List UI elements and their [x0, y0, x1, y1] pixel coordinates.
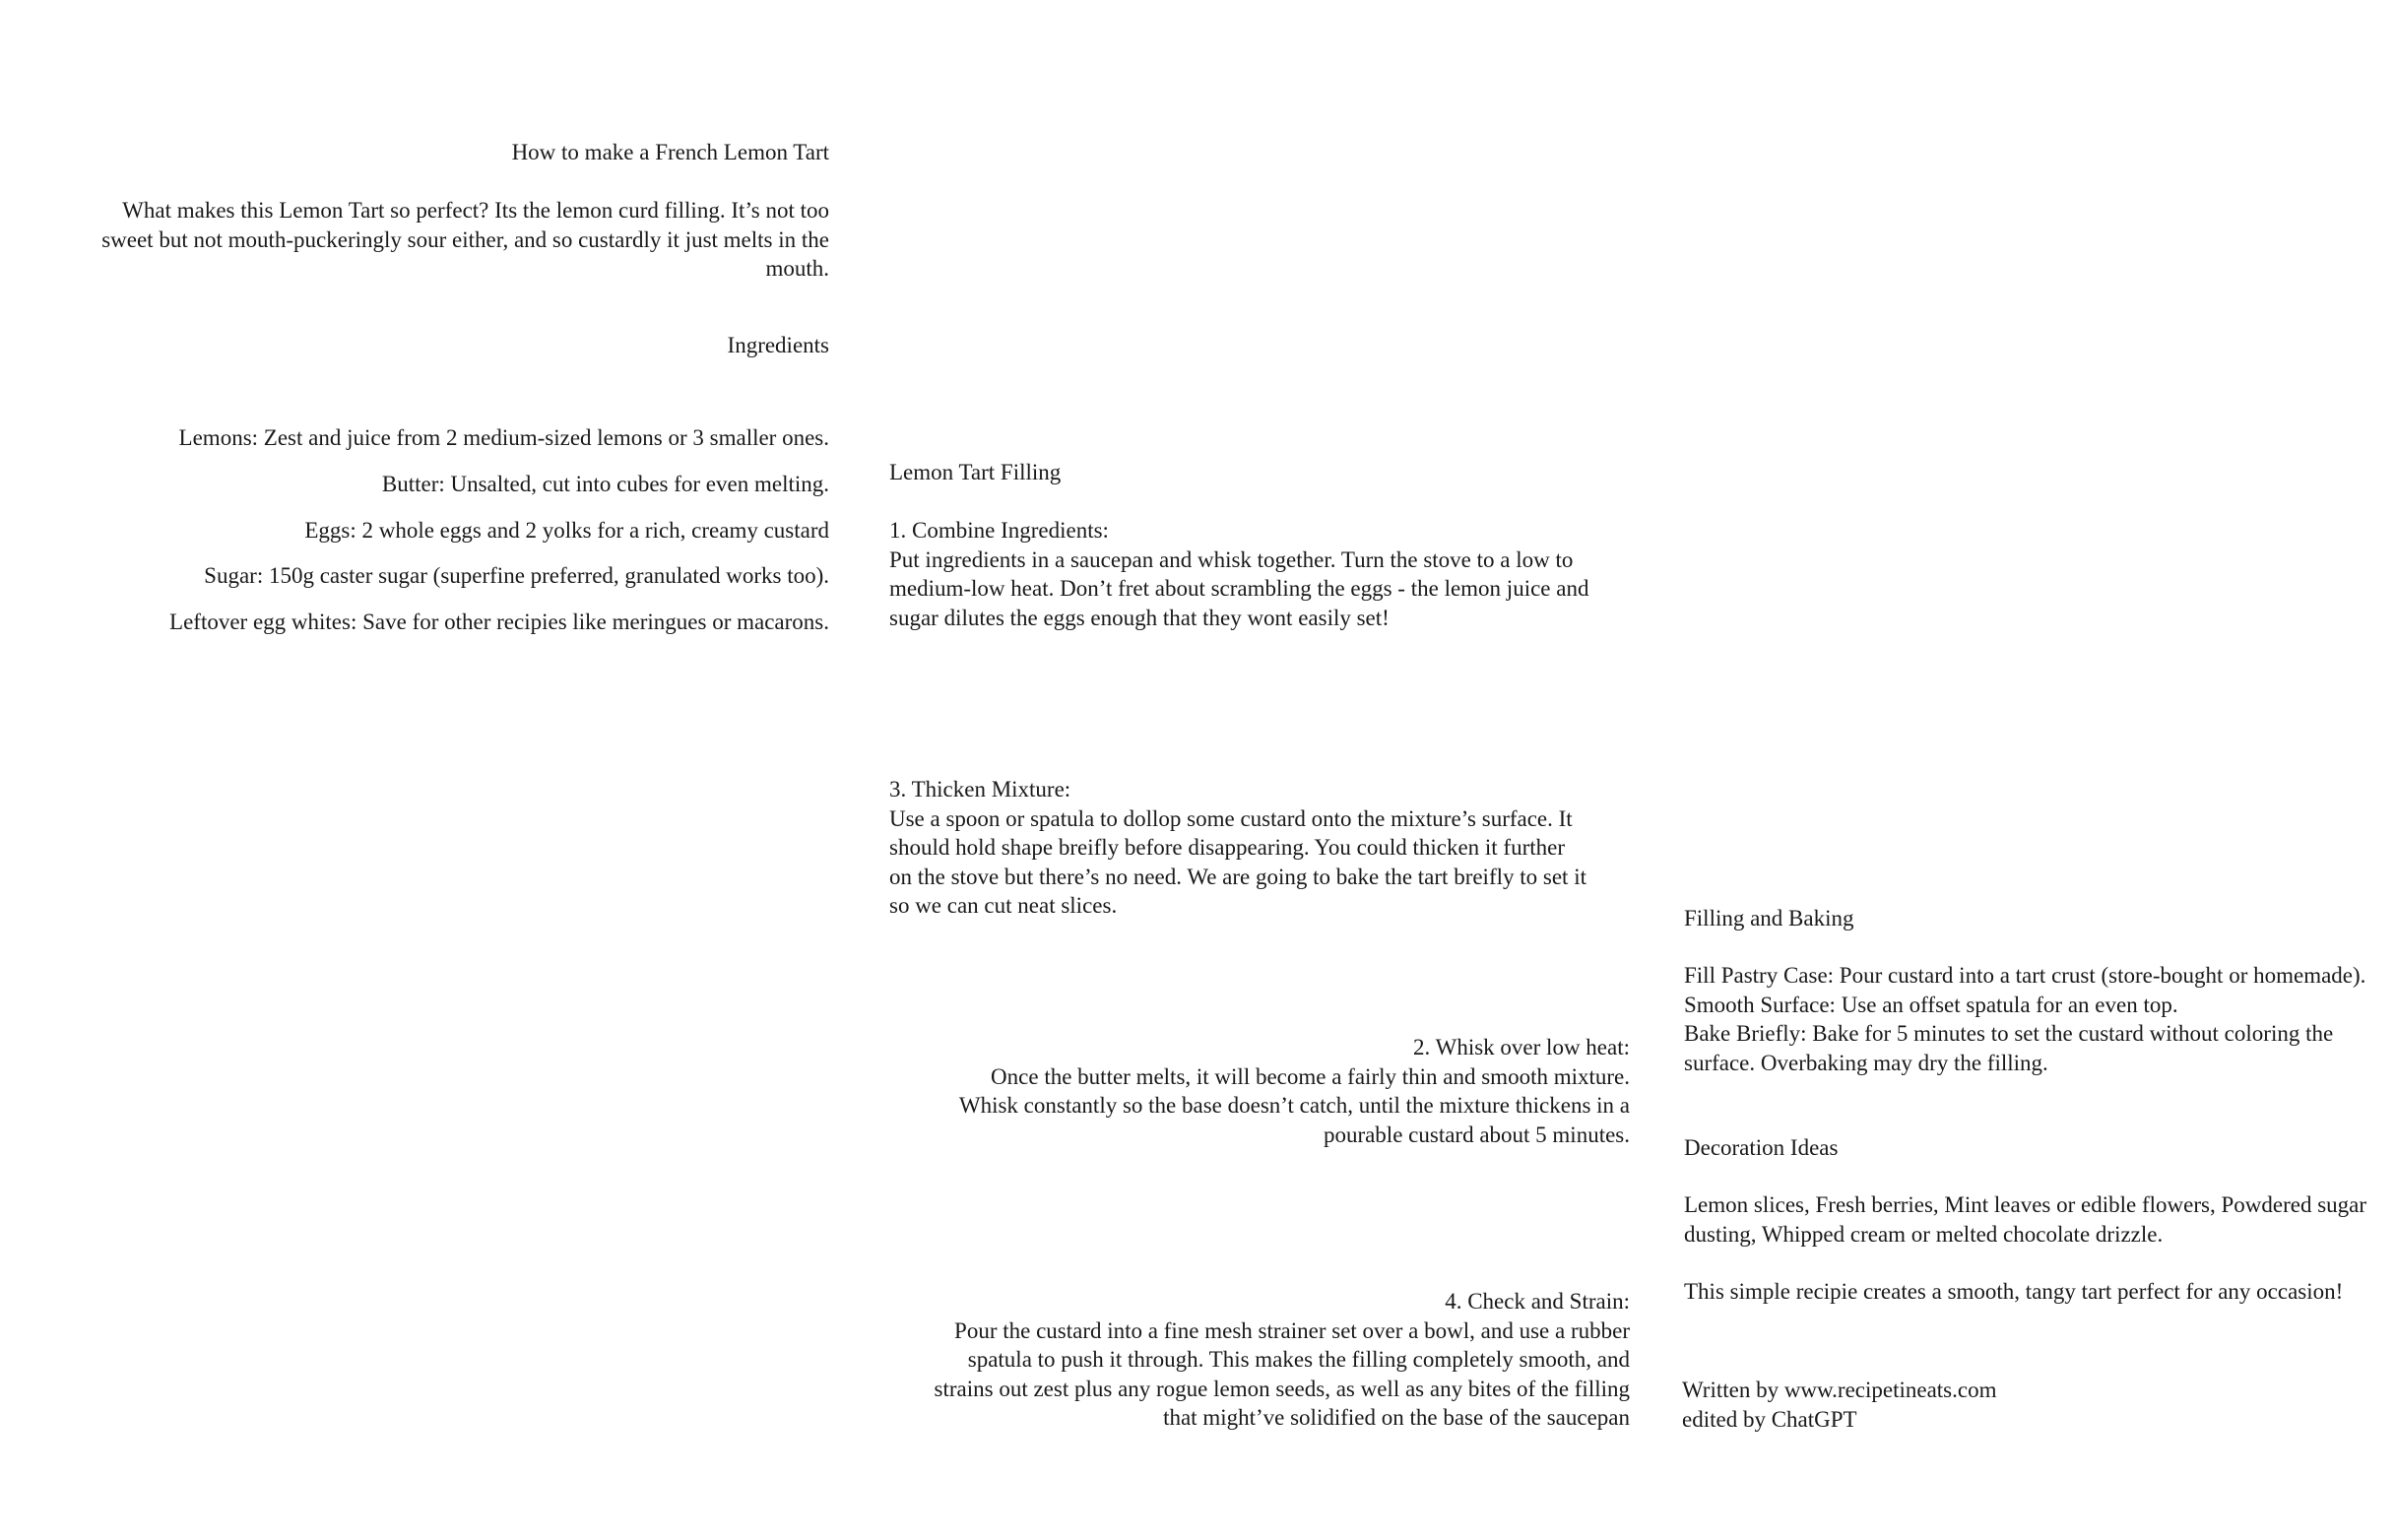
baking-fill-pastry: Fill Pastry Case: Pour custard into a tart crust (store-bought or homemade). — [1684, 963, 2366, 988]
step-strain-text: Pour the custard into a fine mesh strainer set over a bowl, and use a rubber spatula to push it through. This makes the filling completely smooth, and strains out zest plus any rogue lemon seeds, as well as any bites of the filling that might’ve solidified on the base of the saucepan — [934, 1317, 1630, 1430]
step-strain-title: 4. Check and Strain: — [1445, 1289, 1630, 1314]
step-thicken-text: Use a spoon or spatula to dollop some custard onto the mixture’s surface. It should hold shape breifly before disappearing. You could thicken it further on the stove but there’s no need. We are going to bake the tart breifly to set it so we can cut neat slices. — [889, 805, 1586, 918]
step-whisk-title: 2. Whisk over low heat: — [1413, 1035, 1630, 1059]
credits-author: Written by www.recipetineats.com — [1682, 1378, 1997, 1402]
ingredient-item-sugar: Sugar: 150g caster sugar (superfine preferred, granulated works too). — [204, 563, 829, 588]
step-strain — [921, 1287, 1630, 1433]
baking-steps — [1684, 961, 2373, 1077]
baking-heading: Filling and Baking — [1684, 906, 1854, 930]
recipe-intro-text: What makes this Lemon Tart so perfect? Its the lemon curd filling. It’s not too sweet but not mouth-puckeringly sour either, and so custardly it just melts in the mouth. — [101, 198, 829, 281]
step-combine-text: Put ingredients in a saucepan and whisk together. Turn the stove to a low to medium-low heat. Don’t fret about scrambling the eggs - the lemon juice and sugar dilutes the eggs enough that they wont easily set! — [889, 546, 1589, 630]
step-combine-title: 1. Combine Ingredients: — [889, 518, 1109, 543]
recipe-title — [59, 138, 829, 167]
filling-heading: Lemon Tart Filling — [889, 460, 1062, 484]
step-thicken-title: 3. Thicken Mixture: — [889, 777, 1071, 802]
step-combine — [889, 516, 1590, 632]
ingredient-item-butter: Butter: Unsalted, cut into cubes for even melting. — [381, 472, 829, 496]
ingredient-item-eggs: Eggs: 2 whole eggs and 2 yolks for a rich, creamy custard — [304, 518, 829, 543]
step-whisk — [931, 1033, 1630, 1149]
ingredients-heading: Ingredients — [727, 333, 829, 357]
closing-text: This simple recipie creates a smooth, tangy tart perfect for any occasion! — [1684, 1279, 2344, 1304]
decoration-heading: Decoration Ideas — [1684, 1135, 1839, 1160]
credits-editor: edited by ChatGPT — [1682, 1406, 1857, 1432]
step-whisk-text: Once the butter melts, it will become a fairly thin and smooth mixture. Whisk constantly so the base doesn’t catch, until the mixture thickens in a pourable custard about 5 minutes. — [958, 1063, 1630, 1147]
step-thicken — [889, 775, 1590, 921]
decoration-text: Lemon slices, Fresh berries, Mint leaves or edible flowers, Powdered sugar dusting, Whipped cream or melted chocolate drizzle. — [1684, 1192, 2367, 1247]
baking-smooth-surface: Smooth Surface: Use an offset spatula for an even top. — [1684, 992, 2178, 1017]
recipe-intro — [79, 196, 829, 284]
credits — [1682, 1376, 2371, 1434]
ingredient-item-lemons: Lemons: Zest and juice from 2 medium-sized lemons or 3 smaller ones. — [178, 425, 829, 450]
recipe-title-text: How to make a French Lemon Tart — [511, 140, 829, 164]
ingredient-item-egg-whites: Leftover egg whites: Save for other recipies like meringues or macarons. — [169, 610, 829, 634]
baking-bake-briefly: Bake Briefly: Bake for 5 minutes to set the custard without coloring the surface. Overbaking may dry the filling. — [1684, 1021, 2334, 1075]
